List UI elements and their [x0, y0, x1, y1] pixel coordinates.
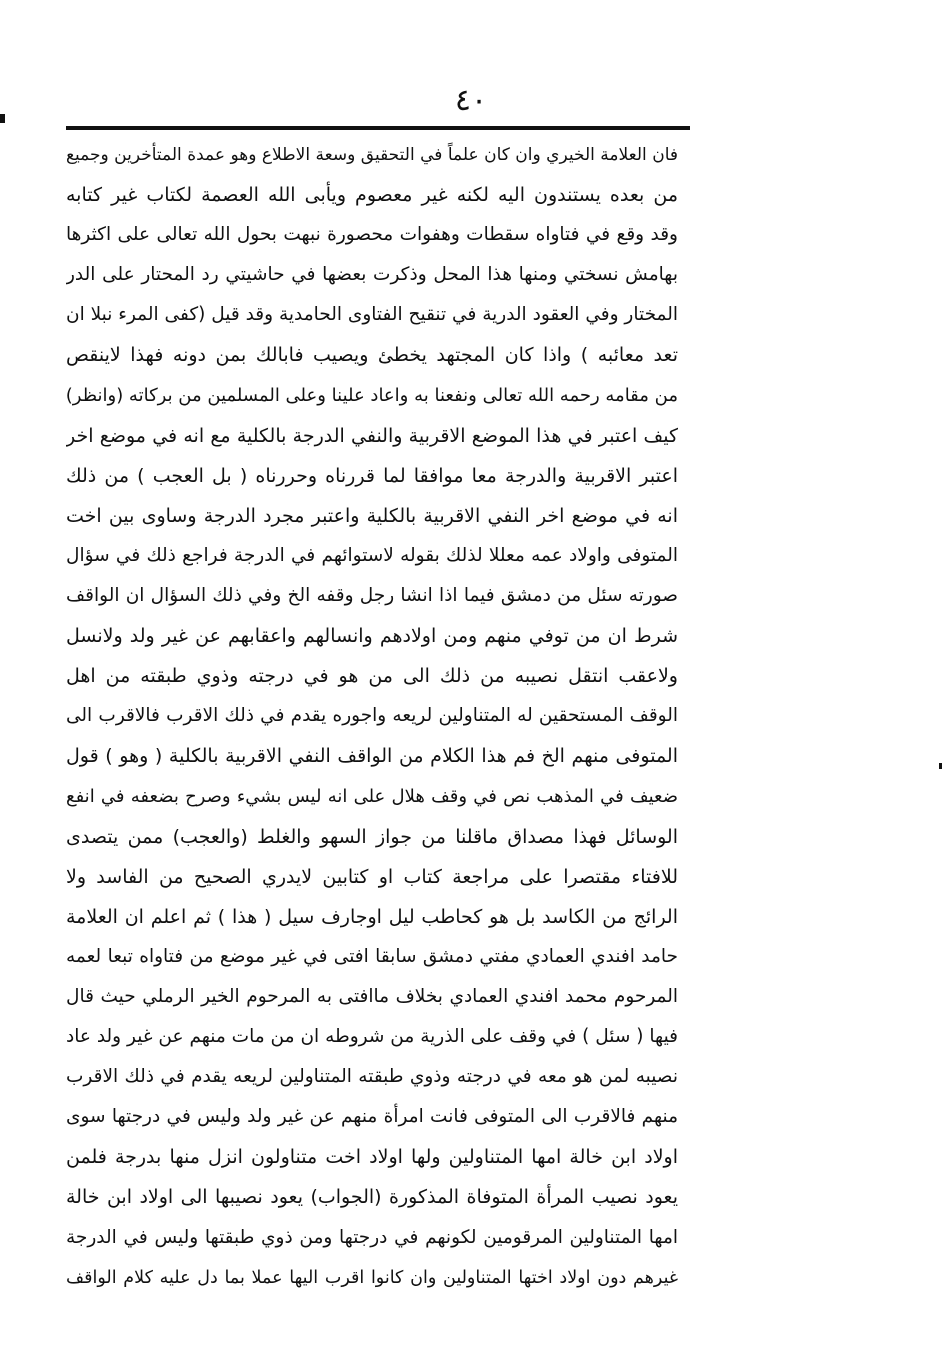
page-number: ٤٠: [454, 83, 488, 118]
text-line: كيف اعتبر في هذا الموضع الاقربية والنفي الدرجة بالكلية مع انه في موضع اخر: [66, 424, 678, 447]
text-line: غيرهم دون اولاد اختها المتناولين وان كانوا اقرب اليها عملا بما دل عليه كلام الواقف: [66, 1267, 678, 1288]
text-line: بهامش نسختي ومنها هذا المحل وذكرت بعضها في حاشيتي رد المحتار على الدر: [66, 264, 678, 286]
text-line: امها المتناولين المرقومين لكونهم في درجتها ومن ذوي طبقتها وليس في الدرجة: [66, 1226, 678, 1248]
text-line: المرحوم محمد افندي العمادي بخلاف ماافتى به المرحوم الخير الرملي حيث قال: [66, 985, 678, 1007]
text-line: من مقامه رحمه الله تعالى ونفعنا به واعاد علينا وعلى المسلمين من بركاته (وانظر): [66, 384, 678, 406]
text-line: شرط ان من توفي منهم ومن اولادهم وانسالهم واعقابهم عن غير ولد ولانسل: [66, 625, 678, 648]
text-line: الرائج من الكاسد بل هو كحاطب ليل اوجارف سيل ( هذا ) ثم اعلم ان العلامة: [66, 905, 678, 928]
text-line: تعد معائبه ) واذا كان المجتهد يخطئ ويصيب فابالك بمن دونه فهذا لاينقص: [66, 344, 678, 367]
text-line: فان العلامة الخيري وان كان علماً في التحقيق وسعة الاطلاع وهو عمدة المتأخرين وجميع: [66, 145, 678, 165]
text-line: انه في موضع اخر النفي الاقربية بالكلية واعتبر مجرد الدرجة وساوى بين اخت: [66, 504, 678, 527]
text-line: يعود نصيب المرأة المتوفاة المذكورة (الجواب) يعود نصيبها الى اولاد ابن خالة: [66, 1186, 678, 1209]
body-text: [66, 135, 678, 1298]
text-line: الوسائل فهذا مصداق ماقلنا من جواز السهو والغلط (والعجب) ممن يتصدى: [66, 825, 678, 848]
text-line: حامد افندي العمادي مفتي دمشق سابقا افتى في غير موضع من فتاواه تبعا لعمه: [66, 945, 678, 967]
header-rule: [66, 126, 690, 130]
text-line: ضعيف في المذهب نص في وقف هلال على انه ليس بشيء وصرح بضعفه في انفع: [66, 785, 678, 807]
text-line: المتوفى واولاد عمه معللا لذلك بقوله لاستوائهم في الدرجة فراجع ذلك في سؤال: [66, 544, 678, 566]
text-line: ولاعقب انتقل نصيبه من ذلك الى من هو في درجته وذوي طبقته من اهل: [66, 665, 678, 688]
text-line: للافتاء مقتصرا على مراجعة كتاب او كتابين لايدري الصحيح من الفاسد ولا: [66, 865, 678, 888]
text-line: المختار وفي العقود الدرية في تنقيح الفتاوى الحامدية وقد قيل (كفى المرء نبلا ان: [66, 304, 678, 326]
text-line: منهم فالاقرب الى المتوفى فانت امرأة منهم عن غير ولد وليس في درجتها سوى: [66, 1106, 678, 1128]
text-line: وقد وقع في فتاواه سقطات وهفوات محصورة نبهت بحول الله تعالى على اكثرها: [66, 224, 678, 246]
text-line: من بعده يستندون اليه لكنه غير معصوم ويأبى الله العصمة لكتاب غير كتابه: [66, 184, 678, 207]
text-line: اولاد ابن خالة امها المتناولين ولها اولاد اخت متناولون انزل منها بدرجة فلمن: [66, 1146, 678, 1169]
text-line: صورته سئل من دمشق فيما اذا انشا رجل وقفه الخ وفي ذلك السؤال ان الواقف: [66, 585, 678, 607]
text-line: نصيبه لمن هو معه في درجته وذوي طبقته المتناولين لريعه يقدم في ذلك الاقرب: [66, 1066, 678, 1088]
text-line: فيها ( سئل ) في وقف على الذرية من شروطه ان من مات منهم عن غير ولد عاد: [66, 1026, 678, 1048]
text-line: اعتبر الاقربية والدرجة معا موافقا لما قررناه وحررناه ( بل العجب ) من ذلك: [66, 464, 678, 487]
text-line: المتوفى منهم الخ فم هذا الكلام من الواقف النفي الاقربية بالكلية ( وهو ) قول: [66, 745, 678, 768]
text-line: الوقف المستحقين له المتناولين لريعه واجوره يقدم في ذلك الاقرب فالاقرب الى: [66, 705, 678, 727]
